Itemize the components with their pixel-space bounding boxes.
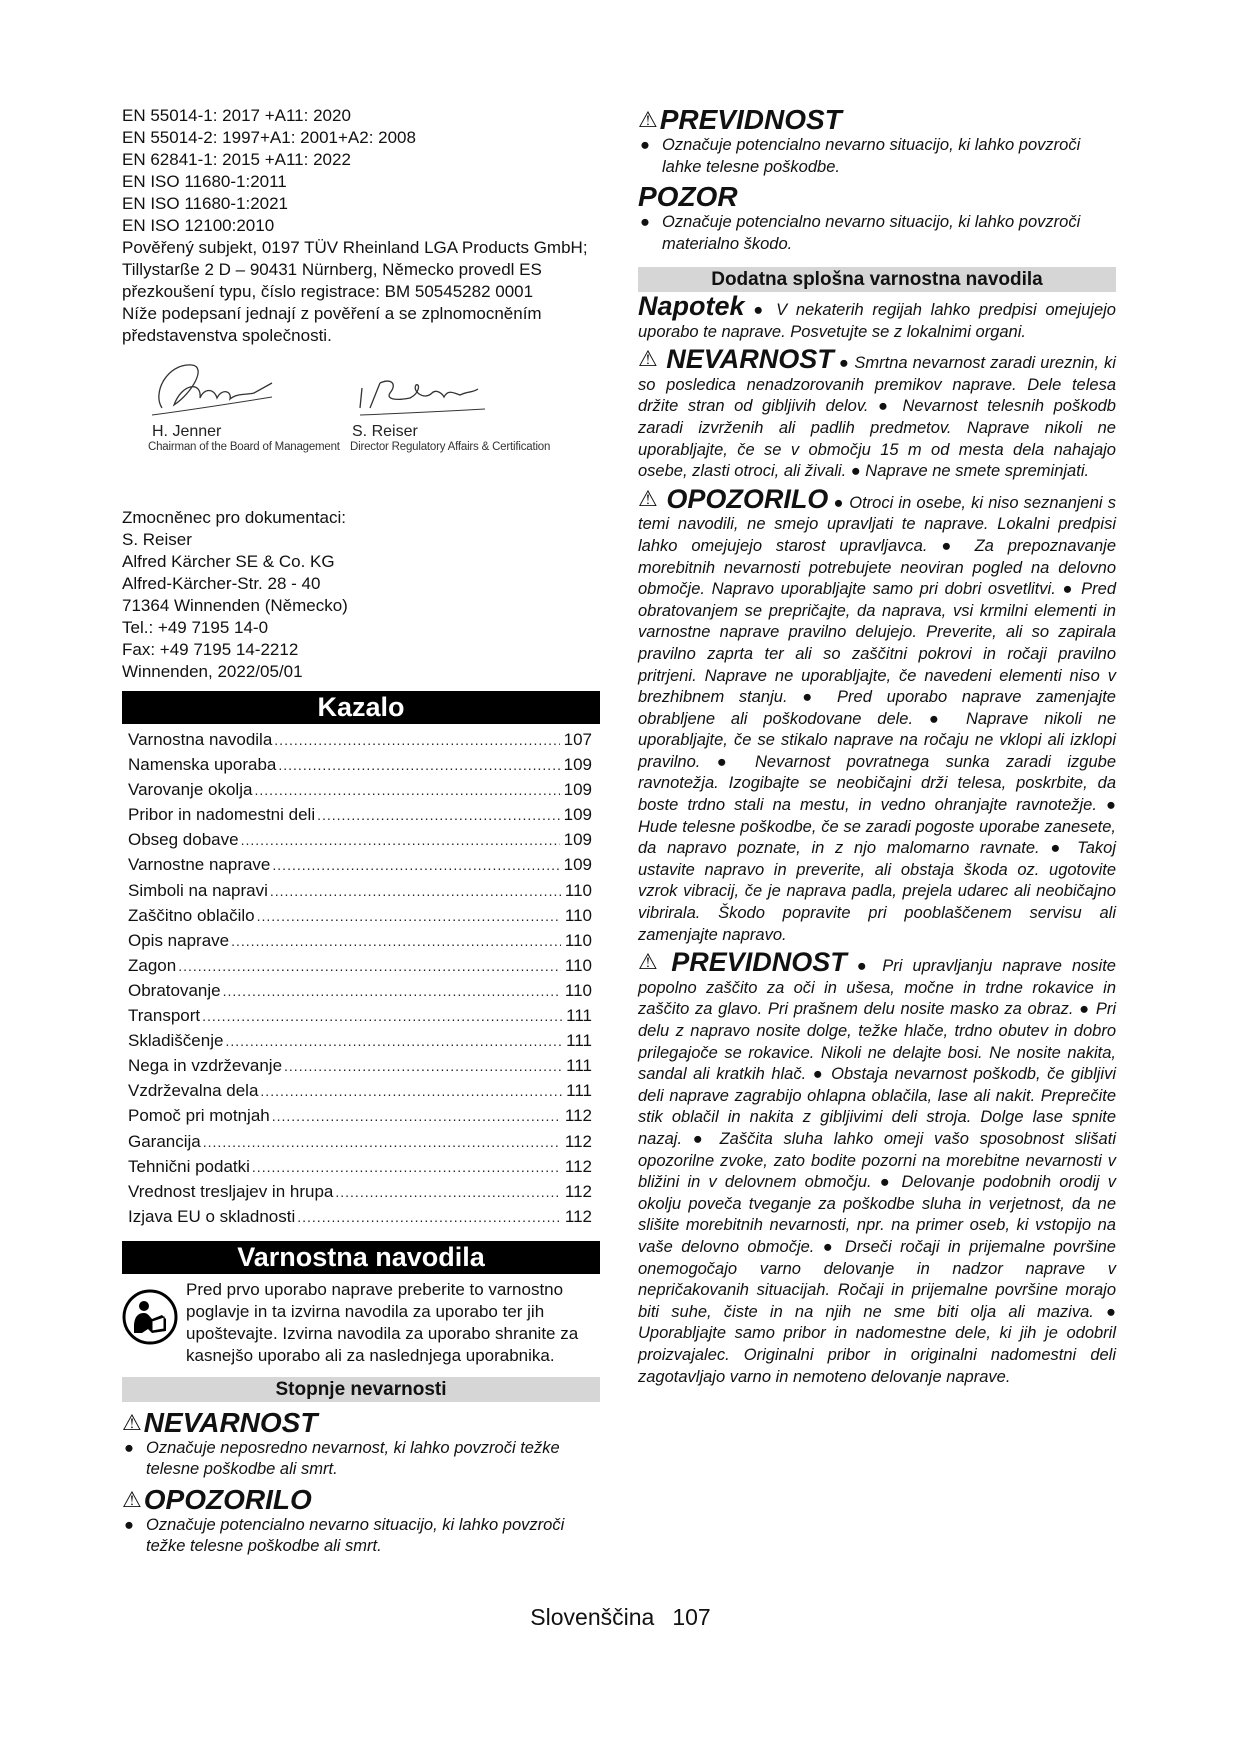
- left-column: [122, 105, 600, 1558]
- toc-leader: [278, 753, 559, 778]
- hazard-level-desc: ● Označuje potencialno nevarno situacijo, ki lahko povzroči težke telesne poškodbe ali smrt.: [124, 1515, 565, 1556]
- toc-item[interactable]: [122, 1103, 600, 1128]
- toc-page: 112: [564, 1181, 592, 1201]
- toc-page: 111: [566, 1006, 592, 1026]
- toc-label: Opis naprave: [128, 930, 230, 950]
- right-column: [638, 105, 1116, 1388]
- toc-label: Zaščitno oblačilo: [128, 905, 255, 925]
- toc-item[interactable]: [122, 903, 600, 928]
- nevarnost-block: ⚠ NEVARNOST ● Smrtna nevarnost zaradi ureznin, ki so posledica nenadzorovanih premikov naprave. Dele telesa držite stran od gibljivih delov. ● Nevarnost telesnih poškodb zaradi izvrženih ali padlih predmetov. Naprave nikoli ne uporabljajte, če se v območju 15 m od mesta dela nahajajo osebe, zlasti otroci, ali živali. ● Naprave ne smete spreminjati.: [638, 344, 1116, 481]
- toc-item[interactable]: [122, 1053, 600, 1078]
- toc-label: Skladiščenje: [128, 1031, 224, 1051]
- hazard-level-desc: ● Označuje potencialno nevarno situacijo, ki lahko povzroči materialno škodo.: [640, 213, 1081, 253]
- toc-page: 110: [564, 905, 592, 925]
- signatories-note: Níže podepsaní jednají z pověření a se zplnomocněním představenstva společnosti.: [122, 304, 542, 345]
- read-manual-icon: [122, 1289, 178, 1345]
- contact-line: Alfred-Kärcher-Str. 28 - 40: [122, 574, 321, 593]
- toc-item[interactable]: [122, 1078, 600, 1103]
- handwritten-signature-icon: [350, 353, 550, 423]
- toc-label: Obratovanje: [128, 980, 221, 1000]
- toc-page: 110: [564, 980, 592, 1000]
- toc-label: Namenska uporaba: [128, 755, 277, 775]
- napotek-text: V nekaterih regijah lahko predpisi omejujejo uporabo te naprave. Posvetujte se z lokalnimi organi.: [638, 301, 1116, 341]
- handwritten-signature-icon: [122, 353, 322, 423]
- toc-item[interactable]: [122, 928, 600, 953]
- toc-leader: [260, 1079, 562, 1104]
- toc-label: Vrednost tresljajev in hrupa: [128, 1181, 334, 1201]
- toc-item[interactable]: [122, 1028, 600, 1053]
- napotek-title: Napotek: [638, 291, 745, 321]
- contact-line: Winnenden, 2022/05/01: [122, 662, 303, 681]
- warning-triangle-icon: ⚠: [638, 107, 658, 132]
- toc-leader: [270, 879, 561, 904]
- toc-label: Varnostna navodila: [128, 730, 273, 749]
- toc-item[interactable]: [122, 727, 600, 752]
- standard-line: EN 62841-1: 2015 +A11: 2022: [122, 150, 351, 169]
- toc-page: 110: [564, 955, 592, 975]
- hazard-level-title: ⚠NEVARNOST: [122, 1406, 318, 1438]
- additional-heading: Dodatna splošna varnostna navodila: [638, 267, 1116, 292]
- contact-line: Zmocněnec pro dokumentaci:: [122, 508, 346, 527]
- toc-page: 109: [563, 805, 592, 825]
- signatory-name: S. Reiser: [352, 423, 418, 440]
- toc-leader: [225, 1029, 562, 1054]
- toc-item[interactable]: [122, 852, 600, 877]
- page-number: 107: [672, 1604, 711, 1630]
- toc-page: 112: [564, 1156, 592, 1176]
- toc-item[interactable]: [122, 978, 600, 1003]
- napotek-block: Napotek ● V nekaterih regijah lahko predpisi omejujejo uporabo te naprave. Posvetujte se z lokalnimi organi.: [638, 291, 1116, 341]
- warning-triangle-icon: ⚠: [122, 1486, 142, 1512]
- toc-page: 110: [564, 880, 592, 900]
- toc-page: 109: [563, 755, 592, 775]
- toc-page: 112: [564, 1106, 592, 1126]
- hazard-level-title: ⚠OPOZORILO: [122, 1483, 312, 1515]
- toc-label: Simboli na napravi: [128, 880, 268, 900]
- toc-page: 111: [566, 1056, 592, 1076]
- signature-reiser: [350, 353, 550, 453]
- toc-page: 111: [566, 1081, 592, 1101]
- table-of-contents: [122, 727, 600, 1229]
- toc-leader: [178, 954, 561, 979]
- toc-leader: [257, 904, 561, 929]
- toc-leader: [274, 728, 559, 753]
- signature-jenner: [122, 353, 340, 453]
- toc-page: 109: [563, 830, 592, 850]
- toc-page: 111: [566, 1031, 592, 1051]
- toc-item[interactable]: [122, 953, 600, 978]
- toc-label: Varovanje okolja: [128, 780, 253, 800]
- contact-line: Fax: +49 7195 14-2212: [122, 640, 299, 659]
- safety-heading: Varnostna navodila: [122, 1241, 600, 1274]
- toc-item[interactable]: [122, 752, 600, 777]
- toc-item[interactable]: [122, 827, 600, 852]
- toc-item[interactable]: [122, 1179, 600, 1204]
- toc-item[interactable]: [122, 1204, 600, 1229]
- opozorilo-block: ⚠ OPOZORILO ● Otroci in osebe, ki niso seznanjeni s temi navodili, ne smejo upravljati te naprave. Lokalni predpisi lahko omejujejo starost upravljavca. ● Za prepoznavanje morebitnih nevarnosti potrebujete neoviran pogled na delovno območje. Napravo uporabljajte samo pri dobri osvetlitvi. ● Pred obratovanjem se prepričajte, da naprava, vsi krmilni elementi in varnostne naprave pravilno delujejo. Preverite, ali so zapirala pravilno zaprta ter ali so zaščitni pokrovi in ročaji pravilno pritrjeni. Naprave ne uporabljajte, če navedeni elementi niso v brezhibnem stanju. ● Pred uporabo naprave zamenjajte obrabljene ali poškodovane dele. ● Naprave nikoli ne uporabljajte, če se stikalo naprave na ročaju ne vklopi ali izklopi pravilno. ● Nevarnost povratnega sunka zaradi izgube ravnotežja. Izogibajte se neobičajni drži telesa, poskrbite, da boste trdno stali na mestu, in vedno ohranjajte ravnotežje. ● Hude telesne poškodbe, če se zaradi pogoste uporabe zanesete, da napravo poznate, in z njo malomarno ravnate. ● Takoj ustavite napravo in preverite, ali obstaja škoda oz. ugotovite vzrok vibracij, če je naprava padla, prejela udarec ali neobičajno vibrirala. Škodo popravite pri pooblaščenem servisu ali zamenjajte napravo.: [638, 483, 1116, 944]
- standard-line: EN ISO 11680-1:2011: [122, 172, 287, 191]
- toc-label: Tehnični podatki: [128, 1156, 250, 1176]
- toc-heading: Kazalo: [122, 691, 600, 724]
- toc-page: 107: [563, 730, 592, 749]
- hazard-level-desc: ● Označuje neposredno nevarnost, ki lahko povzroči težke telesne poškodbe ali smrt.: [124, 1438, 560, 1479]
- opozorilo-text: Otroci in osebe, ki niso seznanjeni s temi navodili, ne smejo upravljati te naprave. Lokalni predpisi lahko omejujejo starost upravljavca. ● Za prepoznavanje morebitnih nevarnosti potrebujete neoviran pogled na delovno območje. Napravo uporabljajte samo pri dobri osvetlitvi. ● Pred obratovanjem se prepričajte, da naprava, vsi krmilni elementi in varnostne naprave pravilno delujejo. Preverite, ali so zapirala pravilno zaprta ter ali so zaščitni pokrovi in ročaji pravilno pritrjeni. Naprave ne uporabljajte, če navedeni elementi niso v brezhibnem stanju. ● Pred uporabo naprave zamenjajte obrabljene ali poškodovane dele. ● Naprave nikoli ne uporabljajte, če se stikalo naprave na ročaju ne vklopi ali izklopi pravilno. ● Nevarnost povratnega sunka zaradi izgube ravnotežja. Izogibajte se neobičajni drži telesa, poskrbite, da boste trdno stali na mestu, in vedno ohranjajte ravnotežje. ● Hude telesne poškodbe, če se zaradi pogoste uporabe zanesete, da napravo poznate, in z njo malomarno ravnate. ● Takoj ustavite napravo in preverite, ali obstaja škoda oz. ugotovite vzrok vibracij, če je naprava padla, prejela udarec ali neobičajno vibrirala. Škodo popravite pri pooblaščenem servisu ali zamenjajte napravo.: [638, 493, 1116, 944]
- toc-item[interactable]: [122, 1003, 600, 1028]
- standard-line: EN ISO 11680-1:2021: [122, 194, 289, 213]
- warning-triangle-icon: ⚠: [638, 949, 664, 975]
- toc-page: 109: [563, 780, 592, 800]
- toc-label: Pribor in nadomestni deli: [128, 805, 316, 825]
- contact-line: Tel.: +49 7195 14-0: [122, 618, 269, 637]
- standard-line: EN 55014-2: 1997+A1: 2001+A2: 2008: [122, 128, 416, 147]
- toc-label: Vzdrževalna dela: [128, 1081, 259, 1101]
- signature-block: [122, 353, 600, 503]
- previdnost-text: Pri upravljanju naprave nosite popolno zaščito za oči in ušesa, močne in trdne rokavice in zaščito za glavo. Pri prašnem delu nosite masko za obraz. ● Pri delu z napravo nosite dolge, težke hlače, trdno obutev in dobro prilegajoče se rokavice. Nikoli ne delajte bosi. Ne nosite nakita, sandal ali kratkih hlač. ● Obstaja nevarnost poškodb, če gibljivi deli naprave zagrabijo ohlapna oblačila, lase ali nakit. Preprečite stik oblačil in nakita z gibljivimi deli stroja. Dolge lase spnite nazaj. ● Zaščita sluha lahko omeji vašo sposobnost slišati opozorilne zvoke, zato bodite pozorni na morebitne nevarnosti v bližini in v delovnem območju. ● Delovanje podobnih orodij v okolju poveča tveganje za poškodbe sluha in verjetnost, da ne slišite morebitnih nevarnosti, npr. na primer oseb, ki vstopijo na vaše delovno območje. ● Drseči ročaji in prijemalne površine onemogočajo varno delovanje in nadzor naprave v nepričakovanih situacijah. Ročaji in prijemalne površine morajo biti suhe, čiste in na njih ne sme biti olja ali maziva. ● Uporabljajte samo pribor in nadomestne dele, ki jih je odobril proizvajalec. Originalni pribor in originalni nadomestni deli zagotavljajo varno in nemoteno delovanje naprave.: [638, 957, 1116, 1386]
- toc-label: Garancija: [128, 1131, 201, 1151]
- previdnost-title: PREVIDNOST: [671, 947, 847, 978]
- page-footer: [0, 1604, 1241, 1631]
- warning-triangle-icon: ⚠: [122, 1409, 142, 1435]
- toc-leader: [223, 979, 561, 1004]
- previdnost-block: ⚠ PREVIDNOST ● Pri upravljanju naprave nosite popolno zaščito za oči in ušesa, močne in trdne rokavice in zaščito za glavo. Pri prašnem delu nosite masko za obraz. ● Pri delu z napravo nosite dolge, težke hlače, trdno obutev in dobro prilegajoče se rokavice. Nikoli ne delajte bosi. Ne nosite nakita, sandal ali kratkih hlač. ● Obstaja nevarnost poškodb, če gibljivi deli naprave zagrabijo ohlapna oblačila, lase ali nakit. Preprečite stik oblačil in nakita z gibljivimi deli stroja. Dolge lase spnite nazaj. ● Zaščita sluha lahko omeji vašo sposobnost slišati opozorilne zvoke, zato bodite pozorni na morebitne nevarnosti v bližini in v delovnem območju. ● Delovanje podobnih orodij v okolju poveča tveganje za poškodbe sluha in verjetnost, da ne slišite morebitnih nevarnosti, npr. na primer oseb, ki vstopijo na vaše delovno območje. ● Drseči ročaji in prijemalne površine onemogočajo varno delovanje in nadzor naprave v nepričakovanih situacijah. Ročaji in prijemalne površine morajo biti suhe, čiste in na njih ne sme biti olja ali maziva. ● Uporabljajte samo pribor in nadomestne dele, ki jih je odobril proizvajalec. Originalni pribor in originalni nadomestni deli zagotavljajo varno in nemoteno delovanje naprave.: [638, 947, 1116, 1386]
- toc-leader: [272, 853, 559, 878]
- warning-triangle-icon: ⚠: [638, 346, 659, 372]
- hazard-level-desc: ● Označuje potencialno nevarno situacijo, ki lahko povzroči lahke telesne poškodbe.: [640, 136, 1081, 176]
- toc-leader: [202, 1004, 562, 1029]
- signatory-title: Chairman of the Board of Management: [148, 441, 340, 453]
- toc-leader: [252, 1155, 561, 1180]
- toc-item[interactable]: [122, 777, 600, 802]
- toc-leader: [241, 828, 560, 853]
- toc-leader: [335, 1180, 561, 1205]
- toc-page: 109: [563, 855, 592, 875]
- notified-body-text: Pověřený subjekt, 0197 TÜV Rheinland LGA Products GmbH; Tillystarße 2 D – 90431 Nürnberg, Německo provedl ES přezkoušení typu, číslo registrace: BM 50545282 0001: [122, 238, 588, 301]
- signatory-title: Director Regulatory Affairs & Certification: [350, 441, 551, 453]
- toc-item[interactable]: [122, 802, 600, 827]
- footer-language: Slovenščina: [530, 1604, 655, 1630]
- standard-line: EN 55014-1: 2017 +A11: 2020: [122, 106, 351, 125]
- toc-leader: [317, 803, 560, 828]
- toc-label: Obseg dobave: [128, 830, 239, 850]
- toc-leader: [231, 929, 561, 954]
- nevarnost-title: NEVARNOST: [666, 344, 834, 375]
- toc-label: Nega in vzdrževanje: [128, 1056, 283, 1076]
- toc-item[interactable]: [122, 1154, 600, 1179]
- toc-leader: [297, 1205, 561, 1230]
- warning-triangle-icon: ⚠: [638, 485, 659, 511]
- standard-line: EN ISO 12100:2010: [122, 216, 275, 235]
- toc-item[interactable]: [122, 1129, 600, 1154]
- levels-heading: Stopnje nevarnosti: [122, 1377, 600, 1402]
- toc-leader: [203, 1130, 561, 1155]
- safety-intro-text: Pred prvo uporabo naprave preberite to varnostno poglavje in ta izvirna navodila za uporabo ter jih upoštevajte. Izvirna navodila za uporabo shranite za kasnejšo uporabo ali za naslednjega uporabnika.: [186, 1279, 579, 1365]
- hazard-level-title: ⚠PREVIDNOST: [638, 104, 842, 135]
- toc-label: Pomoč pri motnjah: [128, 1106, 270, 1126]
- safety-intro: [122, 1279, 600, 1367]
- toc-leader: [272, 1104, 561, 1129]
- contact-line: 71364 Winnenden (Německo): [122, 596, 348, 615]
- contact-line: Alfred Kärcher SE & Co. KG: [122, 552, 335, 571]
- toc-leader: [284, 1054, 562, 1079]
- toc-label: Transport: [128, 1006, 201, 1026]
- opozorilo-title: OPOZORILO: [666, 483, 829, 514]
- toc-label: Zagon: [128, 955, 177, 975]
- toc-label: Izjava EU o skladnosti: [128, 1206, 296, 1226]
- documentation-contact: [122, 507, 600, 683]
- toc-page: 112: [564, 1206, 592, 1226]
- nevarnost-text: Smrtna nevarnost zaradi ureznin, ki so posledica nenadzorovanih premikov naprave. Dele telesa držite stran od gibljivih delov. ● Nevarnost telesnih poškodb zaradi izvrženih ali padlih predmetov. Naprave nikoli ne uporabljajte, če se v območju 15 m od mesta dela nahajajo osebe, zlasti otroci, ali živali. ● Naprave ne smete spreminjati.: [638, 354, 1116, 481]
- toc-item[interactable]: [122, 878, 600, 903]
- contact-line: S. Reiser: [122, 530, 192, 549]
- toc-page: 110: [564, 930, 592, 950]
- toc-label: Varnostne naprave: [128, 855, 271, 875]
- standards-list: [122, 105, 600, 237]
- hazard-level-title: POZOR: [638, 181, 738, 212]
- toc-leader: [254, 778, 559, 803]
- toc-page: 112: [564, 1131, 592, 1151]
- signatory-name: H. Jenner: [152, 423, 222, 440]
